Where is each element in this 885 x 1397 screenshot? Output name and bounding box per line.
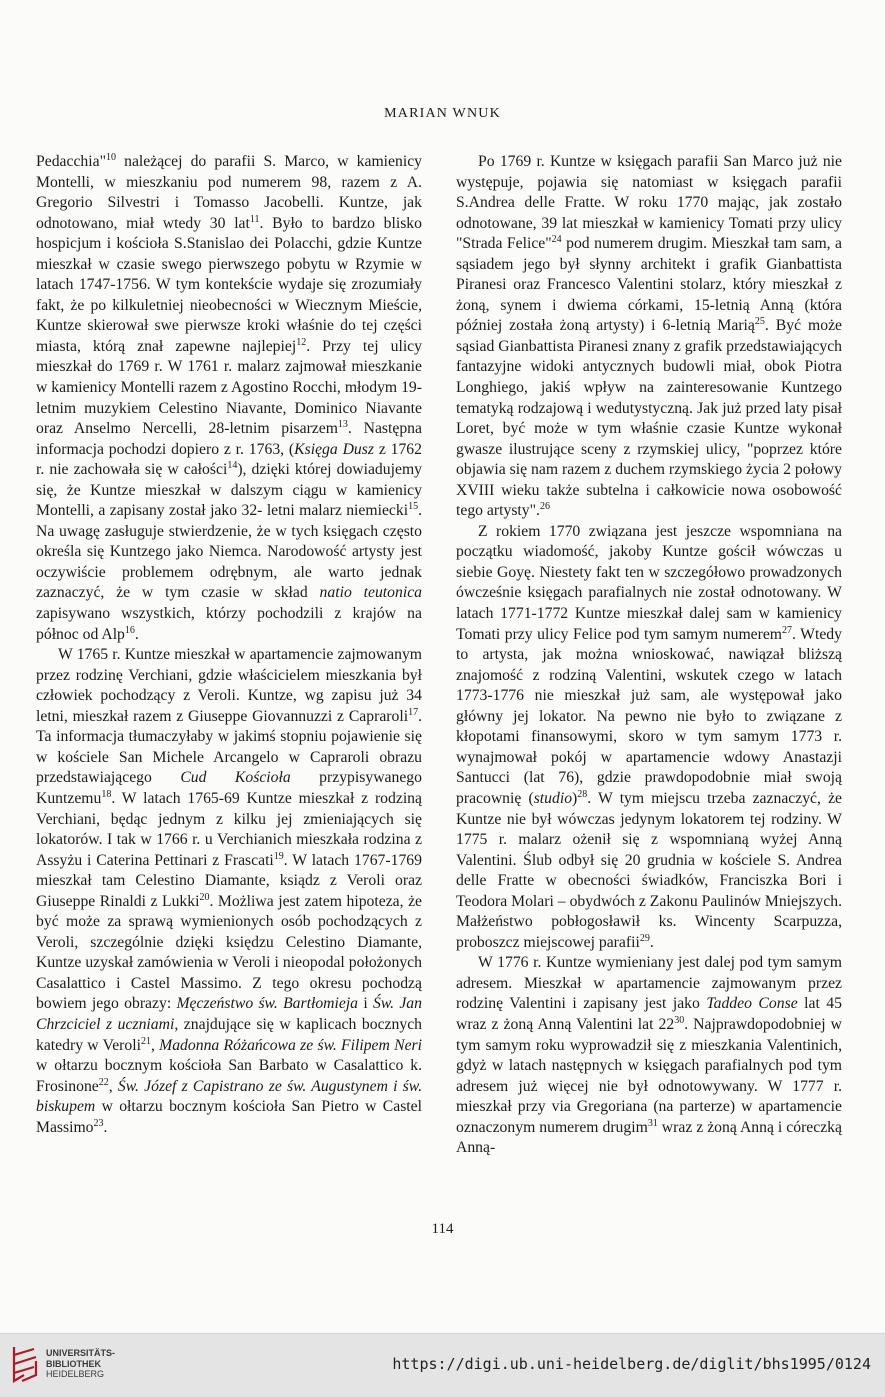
text-run: . W latach 1765-69 Kuntze mieszkał z rodziną Verchiani, będąc jednym z kilku jej zmieniających się lokatorów. I tak w 1766 r. u Verchianich mieszkała rodzina z Assyżu i Caterina Pettinari z Frascati [36, 789, 422, 869]
library-name-line: HEIDELBERG [46, 1369, 105, 1379]
viewer-footer [0, 1333, 885, 1397]
italic-title: Św. Jan Chrzciciel z uczniami [36, 995, 422, 1033]
text-run: i [358, 995, 373, 1013]
text-run: w ołtarzu bocznym kościoła San Pietro w Castel Massimo [36, 1098, 422, 1136]
text-run: . W tym miejscu trzeba zaznaczyć, że Kuntze nie był wówczas jedynym lokatorem tej rodziny. W 1775 r. malarz ożenił się z wspomnianą wyżej Anną Valentini. Ślub odbył się 20 grudnia w kościele S. Andrea delle Fratte w obecności świadków, Franciszka Bori i Teodora Molari – obydwóch z Zakonu Paulinów Mniejszych. Małżeństwo pobłogosławił ks. Wincenty Scarpuzza, proboszcz miejscowej parafii [456, 789, 842, 951]
italic-title: Męczeństwo św. Bartłomieja [176, 995, 359, 1013]
text-run: . Było to bardzo blisko hospicjum i kościoła S.Stanislao dei Polacchi, gdzie Kuntze mieszkał w czasie swego pierwszego pobytu w Rzymie w latach 1747-1756. W tym kontekście wydaje się zrozumiały fakt, że po kilkuletniej nieobecności w Wiecznym Mieście, Kuntze skierował swe pierwsze kroki właśnie do tej części miasta, którą znał zapewne najlepiej [36, 214, 422, 355]
page-number: 114 [431, 1221, 454, 1237]
footnote-marker: 20 [199, 891, 210, 903]
footnote-marker: 22 [98, 1076, 109, 1088]
body-paragraph [456, 522, 842, 953]
italic-title: natio teutonica [319, 584, 422, 602]
footnote-marker: 10 [106, 152, 116, 163]
text-run: zapisywano wszystkich, którzy pochodzili z krajów na północ od Alp [36, 605, 422, 643]
text-run: . [649, 933, 654, 951]
footnote-marker: 14 [227, 460, 238, 472]
text-run: . [103, 1118, 108, 1136]
university-seal-icon [10, 1345, 40, 1385]
italic-title: studio [533, 789, 573, 807]
text-run: . Następna informacja pochodzi dopiero z r. 1763, ( [36, 420, 422, 458]
permalink-url[interactable]: https://digi.ub.uni-heidelberg.de/diglit/bhs1995/0124 [392, 1355, 871, 1373]
text-run: wraz z żoną Anną i córeczką Anną- [456, 1118, 842, 1157]
footnote-marker: 11 [249, 213, 260, 225]
footnote-marker: 15 [408, 501, 419, 513]
text-run: Po 1769 r. Kuntze w księgach parafii San Marco już nie występuje, pojawia się natomiast w księgach parafii S.Andrea delle Fratte. W roku 1770 mając, jak zostało odnotowane, 39 lat mieszkał w kamienicy Tomati przy ulicy "Strada Felice" [456, 153, 842, 253]
italic-title: Św. Józef z Capistrano ze św. Augustynem i św. biskupem [36, 1077, 423, 1116]
text-run: z 1762 r. nie zachowała się w całości [36, 440, 422, 479]
text-run: , [150, 1036, 160, 1054]
text-run: . W latach 1767-1769 mieszkał tam Celestino Diamante, ksiądz z Veroli oraz Giuseppe Rinaldi z Lukki [36, 851, 422, 910]
text-run: należącej do parafii S. Marco, w kamienicy Montelli, w mieszkaniu pod numerem 98, razem z A. Gregorio Silvestri i Tomasso Jacobelli. Kuntze, jak odnotowano, miał wtedy 30 lat [36, 153, 422, 232]
italic-title: Taddeo Conse [706, 995, 798, 1013]
body-paragraph [36, 152, 422, 645]
text-run: . Na uwagę zasługuje stwierdzenie, że w tych księgach często określa się Kuntzego jako Niemca. Narodowość artysty jest oczywiście problemem odrębnym, ale warto jednak zaznaczyć, że w tym czasie w skład [36, 502, 422, 602]
library-name-line: UNIVERSITÄTS- [46, 1348, 116, 1358]
text-run: . [134, 625, 139, 643]
text-run: . Być może sąsiad Gianbattista Piranesi znany z grafik przedstawiających fantazyjne widoki antycznych budowli miał, obok Piotra Longhiego, jakiś wpływ na zainteresowanie Kuntzego tematyką rodzajową i wedutystyczną. Jak już przed laty pisał Loret, być może w tym właśnie czasie Kuntze wykonał gwasze ilustrujące sceny z rzymskiej ulicy, "poprzez które objawia się nam razem z duchem rzymskiego życia 2 połowy XVIII wieku także subtelna i całkowicie nowa osobowość tego artysty". [456, 317, 842, 520]
footnote-marker: 17 [408, 706, 419, 718]
text-run: Pedacchia" [36, 153, 106, 170]
footnote-marker: 30 [674, 1014, 685, 1026]
body-paragraph [36, 645, 422, 1138]
text-run: . Ta informacja tłumaczyłaby w jakimś stopniu pojawienie się w kościele San Michele Arcangelo w Capraroli obrazu przedstawiającego [36, 707, 422, 787]
text-run: ) [572, 789, 578, 807]
text-run: W 1776 r. Kuntze wymieniany jest dalej pod tym samym adresem. Mieszkał w apartamencie zajmowanym przez rodzinę Valentini i zapisany jest jako [456, 954, 842, 1013]
text-run: W 1765 r. Kuntze mieszkał w apartamencie zajmowanym przez rodzinę Verchiani, gdzie właścicielem mieszkania był człowiek pochodzący z Veroli. Kuntze, wg zapisu już 34 letni, mieszkał razem z Giuseppe Giovannuzzi z Capraroli [36, 646, 422, 725]
footnote-marker: 21 [140, 1035, 151, 1047]
footnote-marker: 18 [101, 788, 112, 800]
footnote-marker: 23 [93, 1117, 104, 1129]
text-run: , [108, 1077, 118, 1095]
body-paragraph [456, 953, 842, 1158]
library-name [46, 1348, 115, 1380]
text-run: . Możliwa jest zatem hipoteza, że być może za sprawą wymienionych osób pochodzących z Veroli, szczególnie dzięki księdzu Celestino Diamante, Kuntze uzyskał zamówienia w Veroli i nieopodal położonych Casalattico i Castel Massimo. Z tego okresu pochodzą bowiem jego obrazy: [36, 892, 423, 1013]
text-run: przypisywanego Kuntzemu [36, 769, 422, 807]
library-name-line: BIBLIOTHEK [46, 1358, 101, 1369]
italic-title: Cud Kościoła [180, 769, 291, 787]
footnote-marker: 16 [124, 624, 135, 636]
footnote-marker: 28 [577, 788, 588, 800]
text-run: w ołtarzu bocznym kościoła San Barbato w Casalattico k. Frosinone [36, 1057, 422, 1095]
text-column-right [456, 152, 842, 1159]
text-column-left [36, 152, 422, 1138]
footnote-marker: 19 [273, 850, 284, 862]
text-run: ), dzięki której dowiadujemy się, że Kuntze mieszkał w dalszym ciągu w kamienicy Montelli, a zapisany został jako 32- letni malarz niemiecki [36, 461, 422, 520]
running-head: MARIAN WNUK [384, 106, 501, 121]
text-run: lat 45 wraz z żoną Anną Valentini lat 22 [456, 995, 842, 1033]
footnote-marker: 29 [639, 932, 650, 944]
italic-title: Madonna Różańcowa ze św. Filipem Neri [159, 1036, 422, 1054]
footnote-marker: 27 [782, 624, 792, 636]
footnote-marker: 31 [647, 1117, 658, 1129]
footnote-marker: 25 [754, 316, 765, 328]
text-run: . Wtedy to artysta, jak można wnioskować, nawiązał bliższą znajomość z rodziną Valentini, wskutek czego w latach 1773-1776 nie mieszkał już sam, ale występował jako główny jej lokator. Na pewno nie było to związane z kłopotami finansowymi, skoro w tym samym 1773 r. wynajmował pokój w apartamencie wdowy Anastazji Santucci (lat 76), gdzie prawdopodobnie miał swoją pracownię ( [456, 625, 842, 807]
italic-title: Księga Dusz [294, 440, 374, 458]
footnote-marker: 26 [539, 501, 550, 513]
text-run: . Najprawdopodobniej w tym samym roku wyprowadził się z mieszkania Valentinich, gdyż w latach następnych w księgach parafialnych pod tym adresem już więcej nie był odnotowywany. W 1777 r. mieszkał przy via Gregoriana (na parterze) w apartamencie oznaczonym numerem drugim [456, 1015, 842, 1136]
text-run: . Przy tej ulicy mieszkał do 1769 r. W 1761 r. malarz zajmował mieszkanie w kamienicy Montelli razem z Agostino Rocchi, młodym 19-letnim muzykiem Celestino Niavante, Dominico Niavante oraz Anselmo Nercelli, 28-letnim pisarzem [36, 337, 422, 438]
footnote-marker: 12 [296, 336, 307, 348]
text-run: Z rokiem 1770 związana jest jeszcze wspomniana na początku wiadomość, jakoby Kuntze gościł wówczas u siebie Goyę. Niestety fakt ten w szczegółowo prowadzonych ówcześnie księgach parafialnych nie został odnotowany. W latach 1771-1772 Kuntze mieszkał dalej sam w kamienicy Tomati przy ulicy Felice pod tym samym numerem [456, 522, 842, 643]
text-run: pod numerem drugim. Mieszkał tam sam, a sąsiadem jego był słynny architekt i grafik Gianbattista Piranesi oraz Francesco Valentini stolarz, który mieszkał z żoną, synem i dwiema córkami, 15-letnią Anną (która później została żoną artysty) i 6-letnią Marią [456, 235, 842, 335]
text-run: , znajdujące się w kaplicach bocznych katedry w Veroli [36, 1015, 422, 1054]
footnote-marker: 13 [337, 419, 348, 431]
footnote-marker: 24 [551, 234, 562, 246]
body-paragraph [456, 152, 842, 522]
